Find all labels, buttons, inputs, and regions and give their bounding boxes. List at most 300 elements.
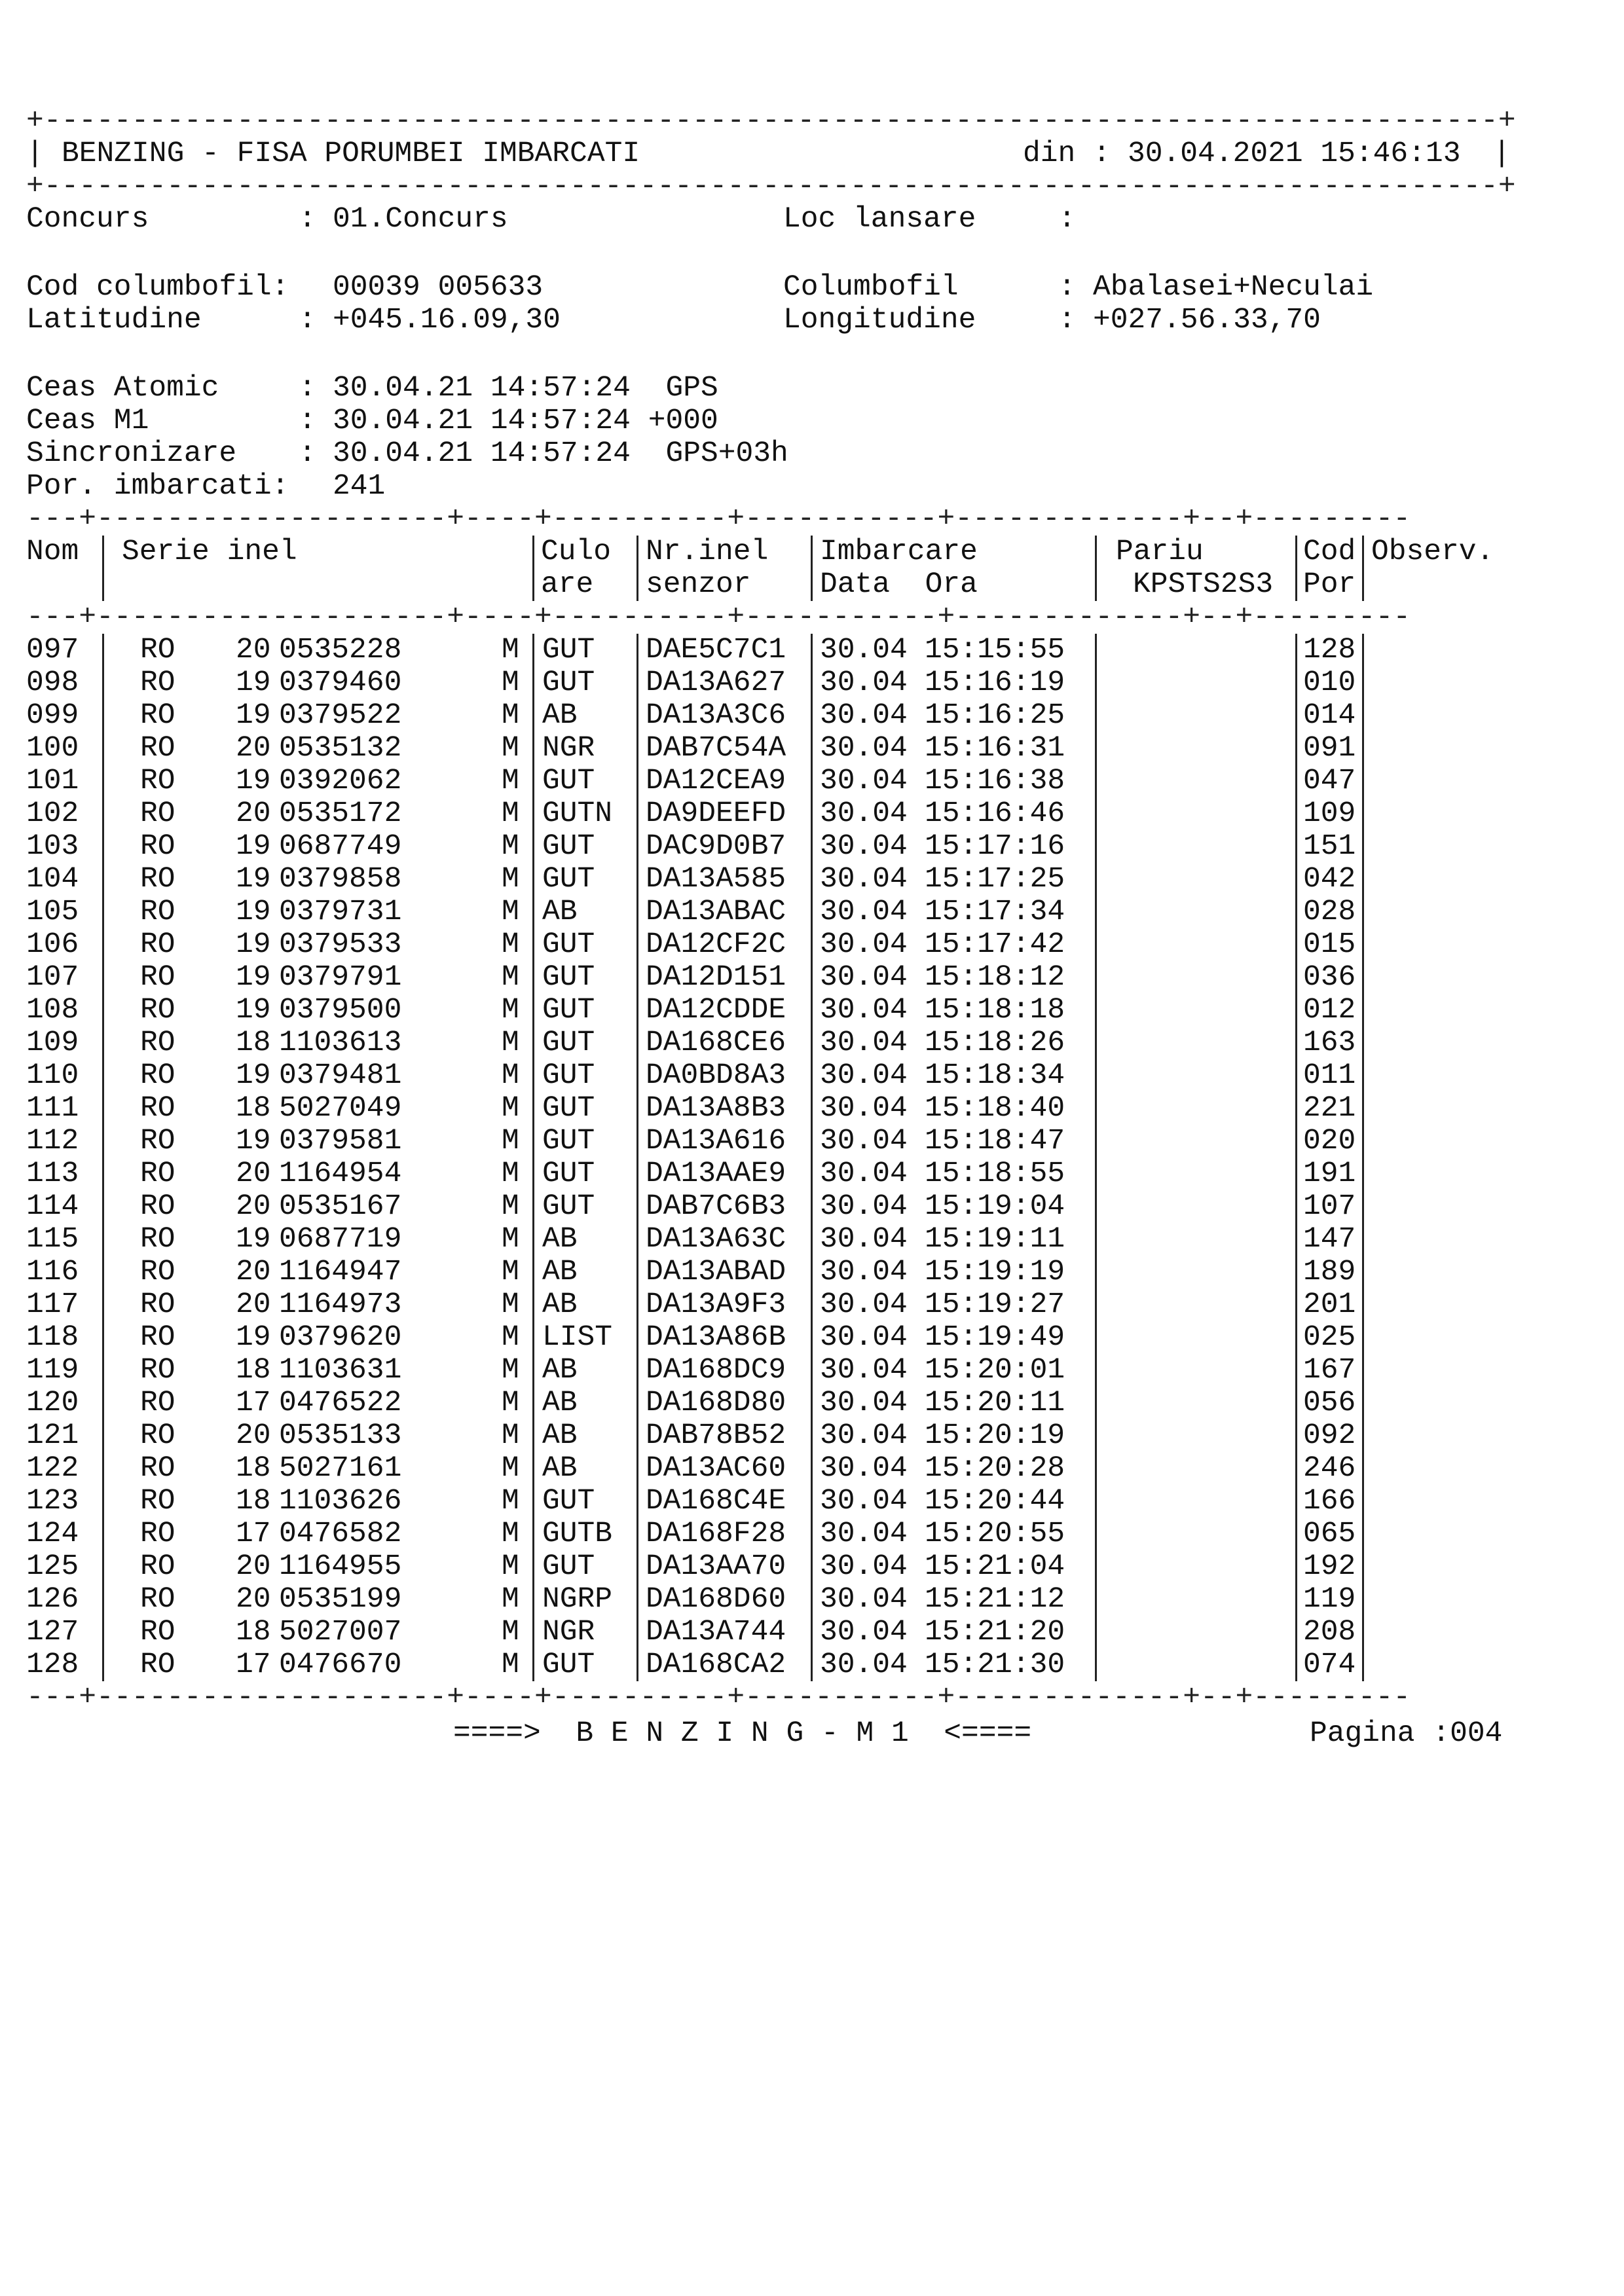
cell-country: RO [140, 797, 175, 830]
column-separator [1095, 1125, 1097, 1157]
cell-time: 15:20:11 [925, 1387, 1065, 1419]
cell-sex: M [502, 1190, 519, 1223]
table-row [26, 1354, 1532, 1387]
cell-sex: M [502, 1321, 519, 1354]
column-separator [1362, 797, 1364, 830]
column-separator [1095, 568, 1097, 601]
cell-color: GUT [542, 830, 595, 863]
table-row [26, 1452, 1532, 1485]
cell-country: RO [140, 1583, 175, 1616]
cell-nom: 128 [26, 1649, 79, 1681]
cell-ring: 0476522 [279, 1387, 402, 1419]
cod-columbofil-label: Cod columbofil: [26, 271, 289, 304]
col-header-culoare-2: are [541, 568, 594, 601]
column-separator [637, 1059, 638, 1092]
col-header-nrinel-1: Nr.inel [646, 536, 769, 568]
table-row [26, 1125, 1532, 1157]
table-top-rule [26, 503, 1532, 536]
cell-color: NGR [542, 732, 595, 765]
box-top-line: +-----------------------------------------------------------------------------------+ [26, 105, 1516, 137]
column-separator [811, 1256, 813, 1288]
cell-sensor: DA13A63C [646, 1223, 786, 1256]
column-separator [1295, 732, 1297, 765]
table-bottom-rule [26, 1681, 1532, 1714]
page-footer [26, 1714, 1532, 1753]
cell-sensor: DAC9D0B7 [646, 830, 786, 863]
column-separator [637, 1452, 638, 1485]
column-separator [1295, 568, 1297, 601]
column-separator [532, 536, 534, 568]
cell-date: 30.04 [820, 961, 908, 994]
table-row [26, 1616, 1532, 1649]
cell-color: GUT [542, 994, 595, 1027]
column-separator [1295, 1649, 1297, 1681]
cell-country: RO [140, 1387, 175, 1419]
cell-sensor: DA168DC9 [646, 1354, 786, 1387]
column-separator [1295, 1059, 1297, 1092]
cell-time: 15:16:31 [925, 732, 1065, 765]
cell-date: 30.04 [820, 1125, 908, 1157]
column-separator [532, 1092, 534, 1125]
col-header-pariu-2: KPSTS2S3 [1133, 568, 1274, 601]
cell-time: 15:19:19 [925, 1256, 1065, 1288]
cell-sex: M [502, 994, 519, 1027]
table-row [26, 1190, 1532, 1223]
cell-date: 30.04 [820, 1256, 908, 1288]
cell-nom: 118 [26, 1321, 79, 1354]
column-separator [102, 1027, 104, 1059]
column-separator [1362, 928, 1364, 961]
column-separator [811, 1649, 813, 1681]
cell-ring: 0535228 [279, 634, 402, 666]
table-row [26, 863, 1532, 896]
column-separator [811, 1518, 813, 1550]
column-separator [811, 634, 813, 666]
table-header-rule [26, 601, 1532, 634]
cell-nom: 127 [26, 1616, 79, 1649]
cell-date: 30.04 [820, 1288, 908, 1321]
cell-country: RO [140, 732, 175, 765]
cell-country: RO [140, 1616, 175, 1649]
cell-sensor: DAE5C7C1 [646, 634, 786, 666]
cell-ring: 0687719 [279, 1223, 402, 1256]
cell-nom: 103 [26, 830, 79, 863]
cell-time: 15:18:34 [925, 1059, 1065, 1092]
ceas-atomic-colon: : [299, 372, 316, 405]
cell-country: RO [140, 1157, 175, 1190]
column-separator [102, 1288, 104, 1321]
cell-nom: 116 [26, 1256, 79, 1288]
cell-ring: 0476670 [279, 1649, 402, 1681]
cell-sensor: DA13ABAD [646, 1256, 786, 1288]
column-separator [637, 634, 638, 666]
cell-nom: 105 [26, 896, 79, 928]
column-separator [811, 1321, 813, 1354]
cell-date: 30.04 [820, 1550, 908, 1583]
column-separator [532, 1190, 534, 1223]
cell-time: 15:19:49 [925, 1321, 1065, 1354]
cell-sensor: DA0BD8A3 [646, 1059, 786, 1092]
cell-nom: 111 [26, 1092, 79, 1125]
column-separator [532, 1485, 534, 1518]
table-row [26, 797, 1532, 830]
cell-date: 30.04 [820, 1321, 908, 1354]
column-separator [811, 1288, 813, 1321]
cell-cod: 189 [1303, 1256, 1356, 1288]
column-separator [1095, 1583, 1097, 1616]
column-separator [1095, 1092, 1097, 1125]
column-separator [1295, 961, 1297, 994]
cell-cod: 047 [1303, 765, 1356, 797]
longitude-label: Longitudine [783, 304, 976, 337]
column-separator [1095, 1485, 1097, 1518]
cell-sex: M [502, 1583, 519, 1616]
sincronizare-label: Sincronizare [26, 437, 237, 470]
cell-ring: 0379731 [279, 896, 402, 928]
column-separator [102, 699, 104, 732]
column-separator [811, 732, 813, 765]
cell-ring: 0379791 [279, 961, 402, 994]
info-line-concurs [26, 203, 1532, 236]
column-separator [1095, 1649, 1097, 1681]
cell-time: 15:15:55 [925, 634, 1065, 666]
column-separator [1095, 1256, 1097, 1288]
cell-cod: 028 [1303, 896, 1356, 928]
column-separator [1362, 536, 1364, 568]
cell-nom: 121 [26, 1419, 79, 1452]
column-separator [1362, 699, 1364, 732]
column-separator [532, 797, 534, 830]
column-separator [532, 1223, 534, 1256]
cell-sex: M [502, 1419, 519, 1452]
cell-country: RO [140, 634, 175, 666]
cell-date: 30.04 [820, 1419, 908, 1452]
cell-ring: 0379581 [279, 1125, 402, 1157]
cell-country: RO [140, 928, 175, 961]
cell-date: 30.04 [820, 765, 908, 797]
column-separator [811, 536, 813, 568]
cell-sex: M [502, 961, 519, 994]
column-separator [532, 928, 534, 961]
cell-ring: 0476582 [279, 1518, 402, 1550]
column-separator [532, 961, 534, 994]
column-separator [532, 1125, 534, 1157]
table-row [26, 1288, 1532, 1321]
cell-year: 19 [236, 1125, 271, 1157]
column-separator [102, 1616, 104, 1649]
column-separator [1095, 1223, 1097, 1256]
cell-sex: M [502, 830, 519, 863]
cell-sensor: DA12CEA9 [646, 765, 786, 797]
column-separator [811, 1354, 813, 1387]
cell-time: 15:18:40 [925, 1092, 1065, 1125]
cell-color: AB [542, 699, 578, 732]
cell-sensor: DA13ABAC [646, 896, 786, 928]
concurs-label: Concurs [26, 203, 149, 236]
cell-year: 19 [236, 1059, 271, 1092]
box-left-bar: | [26, 137, 44, 170]
cell-year: 19 [236, 896, 271, 928]
column-separator [102, 1485, 104, 1518]
column-separator [811, 568, 813, 601]
column-separator [811, 1452, 813, 1485]
column-separator [532, 1452, 534, 1485]
cell-nom: 104 [26, 863, 79, 896]
cell-year: 20 [236, 1550, 271, 1583]
column-separator [637, 1550, 638, 1583]
cell-cod: 221 [1303, 1092, 1356, 1125]
loc-lansare-colon: : [1058, 203, 1076, 236]
cell-date: 30.04 [820, 1485, 908, 1518]
cell-date: 30.04 [820, 1059, 908, 1092]
column-separator [1295, 994, 1297, 1027]
column-separator [1362, 863, 1364, 896]
cell-ring: 0379481 [279, 1059, 402, 1092]
cell-nom: 125 [26, 1550, 79, 1583]
column-separator [1362, 1419, 1364, 1452]
cell-cod: 167 [1303, 1354, 1356, 1387]
cell-sex: M [502, 1059, 519, 1092]
cell-ring: 5027007 [279, 1616, 402, 1649]
table-row [26, 699, 1532, 732]
column-separator [102, 1452, 104, 1485]
table-row [26, 1223, 1532, 1256]
cell-sex: M [502, 928, 519, 961]
table-row [26, 1092, 1532, 1125]
cell-nom: 112 [26, 1125, 79, 1157]
cell-date: 30.04 [820, 863, 908, 896]
cell-sensor: DAB7C6B3 [646, 1190, 786, 1223]
cell-country: RO [140, 1550, 175, 1583]
cell-date: 30.04 [820, 732, 908, 765]
column-separator [637, 1616, 638, 1649]
column-separator [637, 830, 638, 863]
longitude-colon: : [1058, 304, 1076, 337]
cell-color: NGRP [542, 1583, 613, 1616]
column-separator [811, 928, 813, 961]
cell-year: 19 [236, 928, 271, 961]
cell-cod: 015 [1303, 928, 1356, 961]
column-separator [532, 896, 534, 928]
cell-year: 18 [236, 1354, 271, 1387]
column-separator [102, 732, 104, 765]
cell-cod: 011 [1303, 1059, 1356, 1092]
column-separator [637, 1419, 638, 1452]
cell-country: RO [140, 1419, 175, 1452]
cell-time: 15:19:11 [925, 1223, 1065, 1256]
column-separator [811, 1027, 813, 1059]
column-separator [637, 961, 638, 994]
sincronizare-colon: : [299, 437, 316, 470]
table-row [26, 634, 1532, 666]
cell-date: 30.04 [820, 1157, 908, 1190]
cell-sex: M [502, 1616, 519, 1649]
column-separator [637, 1125, 638, 1157]
cell-nom: 101 [26, 765, 79, 797]
cell-cod: 128 [1303, 634, 1356, 666]
latitude-colon: : [299, 304, 316, 337]
column-separator [532, 699, 534, 732]
cell-sex: M [502, 1550, 519, 1583]
cell-cod: 020 [1303, 1125, 1356, 1157]
cell-ring: 0379533 [279, 928, 402, 961]
cell-year: 19 [236, 1223, 271, 1256]
column-separator [102, 1190, 104, 1223]
cell-sex: M [502, 1518, 519, 1550]
cell-nom: 115 [26, 1223, 79, 1256]
cell-color: GUTB [542, 1518, 613, 1550]
cell-ring: 1164973 [279, 1288, 402, 1321]
column-separator [637, 699, 638, 732]
cell-ring: 5027049 [279, 1092, 402, 1125]
column-separator [102, 666, 104, 699]
column-separator [1295, 536, 1297, 568]
column-separator [532, 1583, 534, 1616]
column-separator [1362, 896, 1364, 928]
cell-ring: 0535199 [279, 1583, 402, 1616]
cell-year: 19 [236, 863, 271, 896]
table-row [26, 1583, 1532, 1616]
cell-date: 30.04 [820, 1583, 908, 1616]
column-separator [637, 1518, 638, 1550]
column-separator [1362, 1190, 1364, 1223]
column-separator [532, 1387, 534, 1419]
cell-time: 15:18:26 [925, 1027, 1065, 1059]
cell-nom: 110 [26, 1059, 79, 1092]
column-separator [1362, 961, 1364, 994]
column-separator [1295, 797, 1297, 830]
footer-banner: ====> B E N Z I N G - M 1 <==== [453, 1717, 1032, 1750]
cell-ring: 1103626 [279, 1485, 402, 1518]
cell-ring: 1164947 [279, 1256, 402, 1288]
cell-cod: 151 [1303, 830, 1356, 863]
cell-year: 18 [236, 1027, 271, 1059]
cell-sensor: DA13AAE9 [646, 1157, 786, 1190]
col-header-pariu-1: Pariu [1116, 536, 1204, 568]
columbofil-label: Columbofil [783, 271, 959, 304]
cell-ring: 0535132 [279, 732, 402, 765]
column-separator [102, 961, 104, 994]
cell-time: 15:20:01 [925, 1354, 1065, 1387]
column-separator [532, 1616, 534, 1649]
cell-nom: 102 [26, 797, 79, 830]
column-separator [637, 1190, 638, 1223]
column-separator [102, 568, 104, 601]
cell-time: 15:18:12 [925, 961, 1065, 994]
column-separator [811, 1157, 813, 1190]
cell-color: GUT [542, 961, 595, 994]
cell-ring: 1103631 [279, 1354, 402, 1387]
column-separator [811, 797, 813, 830]
cell-color: AB [542, 1223, 578, 1256]
box-right-bar: | [1493, 137, 1511, 170]
cell-country: RO [140, 994, 175, 1027]
table-row [26, 961, 1532, 994]
column-separator [1362, 1125, 1364, 1157]
ceas-atomic-value: 30.04.21 14:57:24 GPS [333, 372, 718, 405]
column-separator [1362, 1059, 1364, 1092]
cell-color: GUT [542, 1550, 595, 1583]
column-separator [1095, 666, 1097, 699]
table-row [26, 732, 1532, 765]
cell-cod: 163 [1303, 1027, 1356, 1059]
column-separator [1295, 1223, 1297, 1256]
cell-date: 30.04 [820, 896, 908, 928]
cell-sensor: DAB7C54A [646, 732, 786, 765]
cell-year: 19 [236, 699, 271, 732]
column-separator [811, 1125, 813, 1157]
cell-country: RO [140, 699, 175, 732]
column-separator [532, 1256, 534, 1288]
column-separator [637, 797, 638, 830]
column-separator [1362, 1027, 1364, 1059]
cell-color: GUT [542, 1649, 595, 1681]
cell-cod: 092 [1303, 1419, 1356, 1452]
column-separator [1095, 634, 1097, 666]
cell-nom: 107 [26, 961, 79, 994]
column-separator [1295, 1518, 1297, 1550]
cell-year: 20 [236, 797, 271, 830]
cell-ring: 0535167 [279, 1190, 402, 1223]
column-separator [1095, 1550, 1097, 1583]
cell-color: GUT [542, 928, 595, 961]
column-separator [532, 1321, 534, 1354]
cell-time: 15:21:04 [925, 1550, 1065, 1583]
cell-color: LIST [542, 1321, 613, 1354]
cell-nom: 106 [26, 928, 79, 961]
cell-color: GUT [542, 1485, 595, 1518]
column-separator [1362, 1583, 1364, 1616]
col-header-serie: Serie inel [122, 536, 297, 568]
column-separator [811, 1583, 813, 1616]
column-separator [811, 1550, 813, 1583]
column-separator [1095, 1354, 1097, 1387]
column-separator [637, 863, 638, 896]
cell-cod: 056 [1303, 1387, 1356, 1419]
date-colon: : [1093, 137, 1111, 170]
cell-time: 15:20:44 [925, 1485, 1065, 1518]
column-separator [1295, 863, 1297, 896]
cell-country: RO [140, 1485, 175, 1518]
cell-country: RO [140, 1092, 175, 1125]
cell-country: RO [140, 1354, 175, 1387]
column-separator [1362, 1354, 1364, 1387]
column-separator [1095, 1387, 1097, 1419]
cell-color: GUT [542, 1125, 595, 1157]
cell-sex: M [502, 1256, 519, 1288]
cell-country: RO [140, 1452, 175, 1485]
cell-sex: M [502, 732, 519, 765]
date-label: din [1023, 137, 1076, 170]
cell-country: RO [140, 1125, 175, 1157]
column-separator [811, 1387, 813, 1419]
pigeon-table [26, 503, 1532, 1714]
column-separator [1362, 1485, 1364, 1518]
cell-nom: 124 [26, 1518, 79, 1550]
column-separator [1095, 994, 1097, 1027]
column-separator [1362, 1157, 1364, 1190]
column-separator [1362, 1452, 1364, 1485]
cell-date: 30.04 [820, 1518, 908, 1550]
column-separator [1295, 1452, 1297, 1485]
cell-year: 17 [236, 1518, 271, 1550]
column-separator [1362, 765, 1364, 797]
cell-sensor: DA168CA2 [646, 1649, 786, 1681]
cell-year: 19 [236, 830, 271, 863]
cell-cod: 201 [1303, 1288, 1356, 1321]
col-header-imbarcare-1: Imbarcare [820, 536, 978, 568]
column-separator [637, 732, 638, 765]
